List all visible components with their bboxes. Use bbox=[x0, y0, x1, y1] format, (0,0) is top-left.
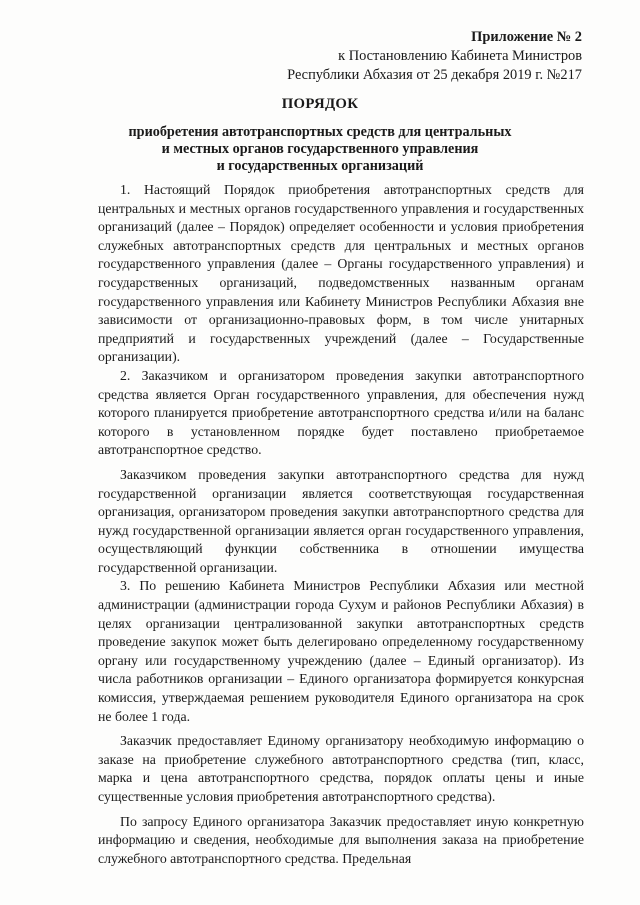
paragraph-3: 3. По решению Кабинета Министров Республики Абхазия или местной администрации (администрации города Сухум и районов Республики Абхазия) в целях организации централизованной закупки автотранспортных средств проведение закупок может быть делегировано определенному государственному органу или государственному учреждению (далее – Единый организатор). Из числа работников организации – Единого организатора формируется конкурсная комиссия, утверждаемая решением руководителя Единого организатора на срок не более 1 года. bbox=[98, 578, 584, 724]
subtitle-line: и местных органов государственного управления bbox=[161, 141, 479, 157]
paragraph-1: 1. Настоящий Порядок приобретения автотранспортных средств для центральных и местных органов государственного управления и государственных организаций (далее – Порядок) определяет особенности и условия приобретения служебных автотранспортных средств для центральных и местных органов государственного управления (далее – Органы государственного управления) и государственных организаций, подведомственных названным органам государственного управления или Кабинету Министров Республики Абхазия вне зависимости от организационно-правовых форм, в том числе унитарных предприятий и государственных учреждений (далее – Государственные организации). bbox=[98, 182, 584, 365]
subtitle-line: приобретения автотранспортных средств для центральных bbox=[128, 124, 512, 140]
appendix-header bbox=[287, 28, 582, 85]
appendix-date-line: Республики Абхазия от 25 декабря 2019 г. №217 bbox=[287, 67, 582, 83]
document-title: ПОРЯДОК bbox=[281, 96, 359, 112]
document-body bbox=[98, 181, 584, 868]
document-subtitle bbox=[0, 124, 640, 175]
appendix-reference-line: к Постановлению Кабинета Министров bbox=[338, 48, 582, 64]
paragraph-3-continued: Заказчик предоставляет Единому организатору необходимую информацию о заказе на приобретение служебного автотранспортного средства (тип, класс, марка и цена автотранспортного средства, порядок оплаты цены и иные существенные условия приобретения автотранспортного средства). bbox=[98, 733, 584, 804]
paragraph-2: 2. Заказчиком и организатором проведения закупки автотранспортного средства является Орган государственного управления, для обеспечения нужд которого планируется приобретение автотранспортного средства и/или на баланс которого в установленном порядке будет поставлено приобретаемое автотранспортное средство. bbox=[98, 367, 584, 458]
appendix-number: Приложение № 2 bbox=[471, 29, 582, 45]
paragraph-3-request: По запросу Единого организатора Заказчик предоставляет иную конкретную информацию и сведения, необходимые для выполнения заказа на приобретение служебного автотранспортного средства. Предельная bbox=[98, 813, 584, 866]
subtitle-line: и государственных организаций bbox=[216, 158, 424, 174]
paragraph-2-continued: Заказчиком проведения закупки автотранспортного средства для нужд государственной организации является соответствующая государственная организация, организатором проведения закупки автотранспортного средства для нужд государственной организации является орган государственного управления, осуществляющий функции собственника в отношении имущества государственной организации. bbox=[98, 466, 584, 575]
